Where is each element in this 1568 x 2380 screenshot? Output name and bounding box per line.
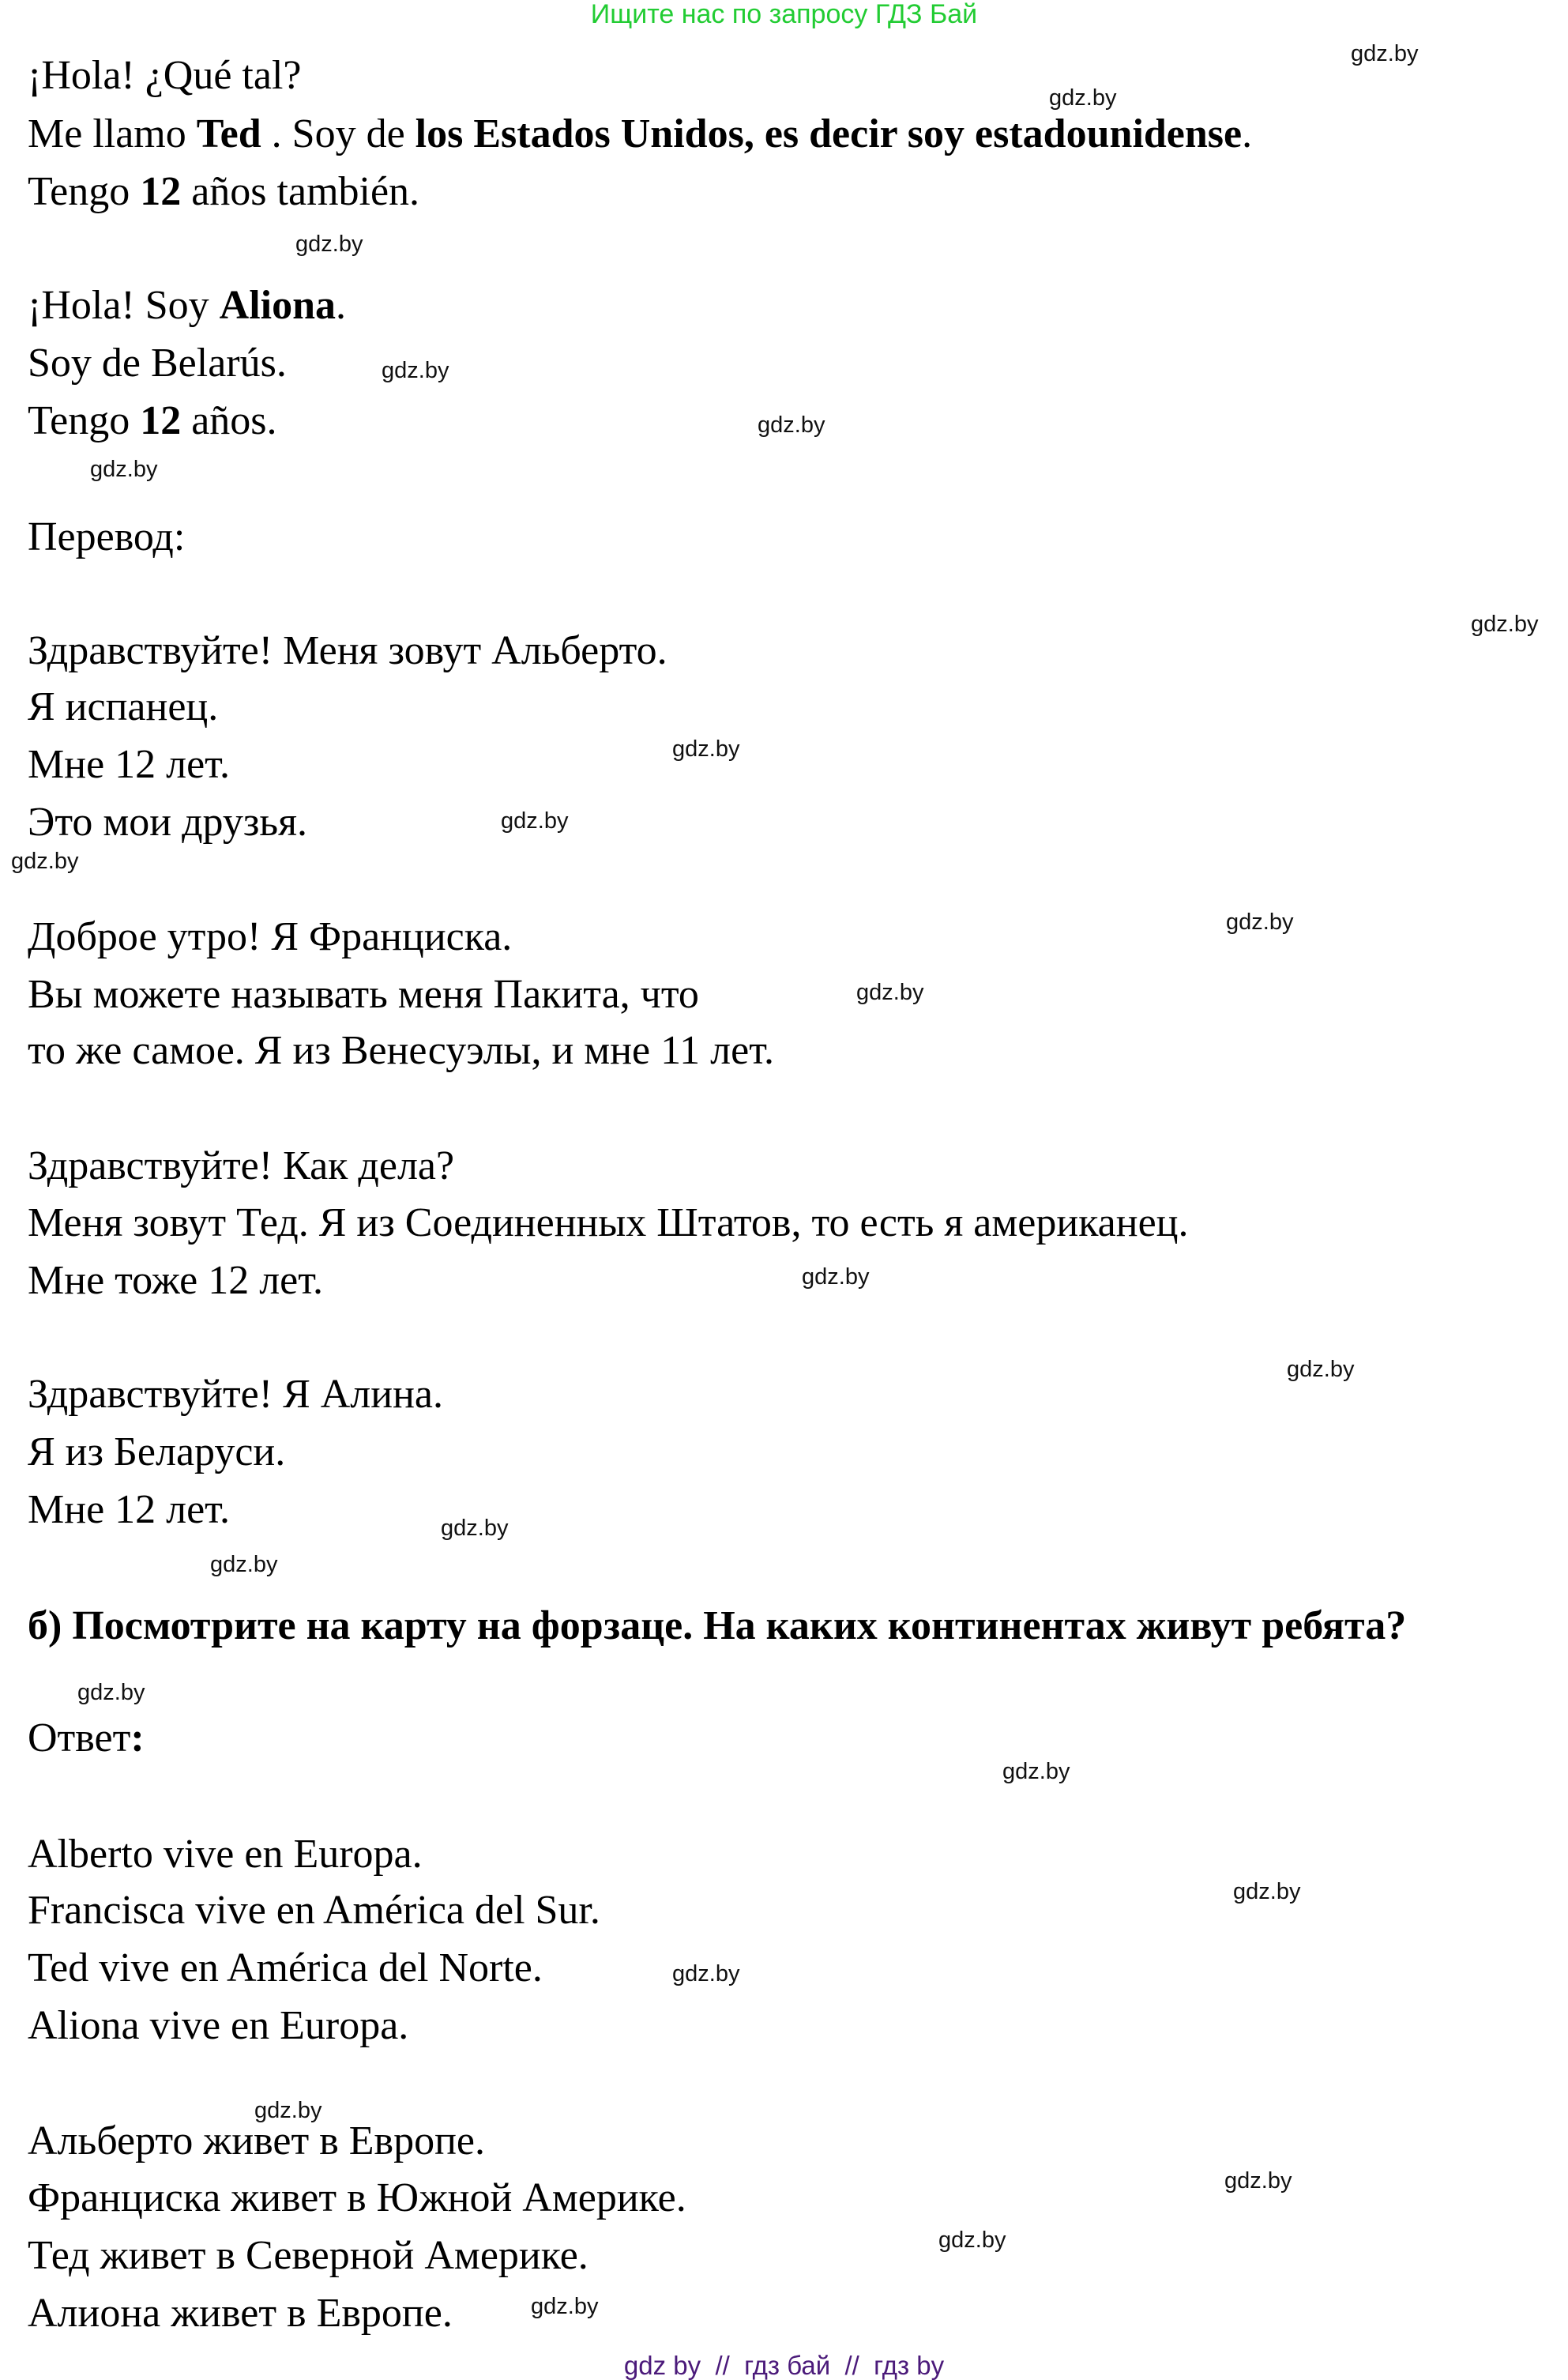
watermark: gdz.by (672, 736, 740, 762)
watermark: gdz.by (1233, 1879, 1301, 1904)
watermark: gdz.by (1224, 2168, 1292, 2194)
answer-ru: Альберто живет в Европе. (28, 2118, 486, 2163)
watermark: gdz.by (802, 1264, 870, 1290)
answer-ru: Франциска живет в Южной Америке. (28, 2175, 686, 2220)
watermark: gdz.by (856, 980, 924, 1005)
translation-line: Здравствуйте! Меня зовут Альберто. (28, 628, 667, 673)
text: Tengo (28, 169, 141, 214)
translation-line: Доброе утро! Я Франциска. (28, 914, 513, 959)
task-b-question: б) Посмотрите на карту на форзаце. На каких континентах живут ребята? (28, 1603, 1407, 1648)
answer-es: Ted vive en América del Norte. (28, 1945, 543, 1990)
text: Me llamo (28, 111, 197, 156)
translation-line: Мне 12 лет. (28, 1487, 230, 1532)
ted-age (28, 168, 419, 216)
translation-line: Мне 12 лет. (28, 742, 230, 787)
translation-line: Здравствуйте! Как дела? (28, 1143, 455, 1188)
translation-line: Я испанец. (28, 684, 219, 729)
search-banner[interactable]: Ищите нас по запросу ГДЗ Бай (590, 0, 978, 29)
answer-label (28, 1715, 145, 1762)
watermark: gdz.by (441, 1516, 509, 1541)
aliona-age (28, 397, 277, 445)
ted-greeting: ¡Hola! ¿Qué tal? (28, 53, 302, 98)
aliona-country: Soy de Belarús. (28, 341, 287, 386)
text: . (1242, 111, 1253, 156)
translation-heading: Перевод: (28, 514, 186, 559)
footer-links[interactable]: gdz by // гдз бай // гдз by (623, 2351, 945, 2380)
watermark: gdz.by (11, 849, 79, 874)
translation-line: Здравствуйте! Я Алина. (28, 1372, 443, 1417)
text: años. (181, 398, 277, 443)
colon: : (130, 1715, 145, 1761)
answer-ru: Тед живет в Северной Америке. (28, 2233, 588, 2278)
text: Ответ (28, 1715, 131, 1761)
answer-es: Aliona vive en Europa. (28, 2003, 409, 2048)
watermark: gdz.by (758, 412, 825, 438)
translation-line: Вы можете называть меня Пакита, что (28, 972, 699, 1017)
translation-line: Это мои друзья. (28, 800, 308, 845)
translation-line: Я из Беларуси. (28, 1429, 286, 1474)
answer-es: Alberto vive en Europa. (28, 1832, 423, 1877)
watermark: gdz.by (90, 457, 158, 482)
text: . (336, 283, 347, 328)
watermark: gdz.by (1049, 85, 1117, 111)
watermark: gdz.by (382, 358, 449, 383)
watermark: gdz.by (295, 232, 363, 257)
watermark: gdz.by (938, 2227, 1006, 2253)
watermark: gdz.by (1002, 1759, 1070, 1784)
watermark: gdz.by (501, 808, 569, 834)
text: . Soy de (261, 111, 416, 156)
age-bold: 12 (140, 398, 182, 443)
watermark: gdz.by (1287, 1357, 1355, 1382)
watermark: gdz.by (77, 1680, 145, 1705)
name-bold: Ted (196, 111, 261, 156)
aliona-greeting (28, 282, 346, 330)
watermark: gdz.by (1471, 612, 1539, 637)
country-bold: los Estados Unidos, es decir soy estadounidense (415, 111, 1243, 156)
watermark: gdz.by (210, 1552, 278, 1577)
name-bold: Aliona (219, 283, 337, 328)
translation-line: Меня зовут Тед. Я из Соединенных Штатов, то есть я американец. (28, 1200, 1189, 1245)
ted-intro (28, 111, 1252, 158)
watermark: gdz.by (254, 2098, 322, 2123)
answer-ru: Алиона живет в Европе. (28, 2291, 453, 2336)
watermark: gdz.by (1351, 41, 1419, 66)
answer-es: Francisca vive en América del Sur. (28, 1888, 600, 1933)
watermark: gdz.by (672, 1961, 740, 1986)
text: Tengo (28, 398, 141, 443)
watermark: gdz.by (1226, 909, 1294, 935)
text: ¡Hola! Soy (28, 283, 220, 328)
text: años también. (181, 169, 420, 214)
age-bold: 12 (140, 169, 182, 214)
watermark: gdz.by (531, 2294, 599, 2319)
translation-line: то же самое. Я из Венесуэлы, и мне 11 лет. (28, 1028, 775, 1073)
translation-line: Мне тоже 12 лет. (28, 1258, 324, 1303)
